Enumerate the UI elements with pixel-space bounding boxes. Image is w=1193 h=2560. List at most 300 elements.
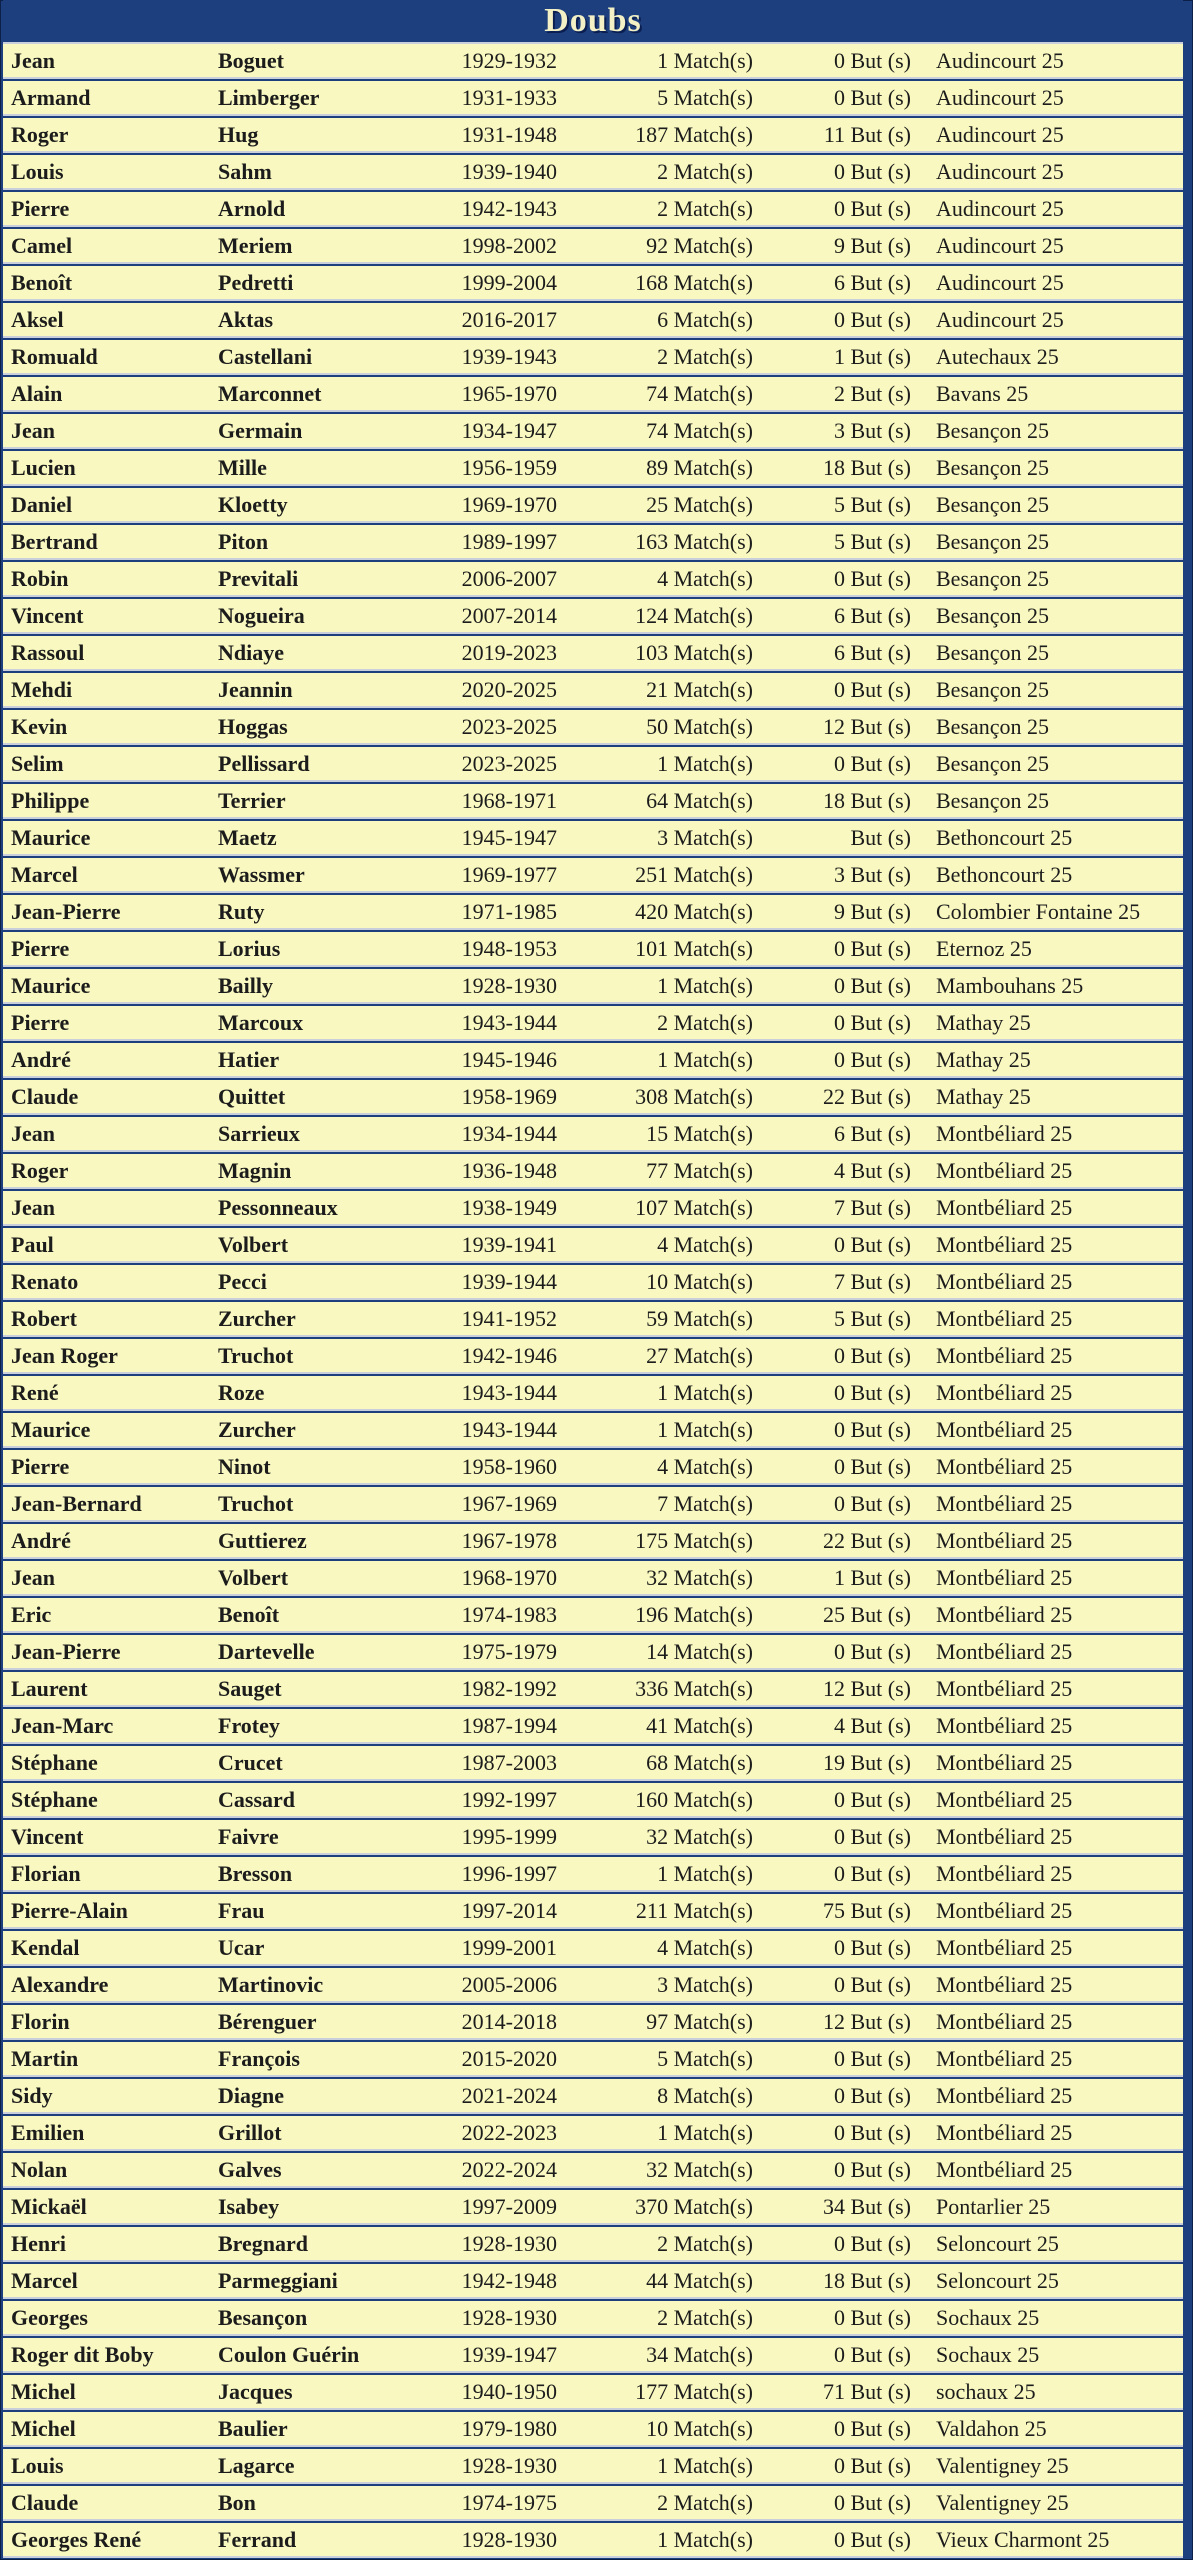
first-name-cell: Martin [11,2046,79,2071]
table-row [3,2338,1183,2373]
first-name-cell: Kendal [11,1935,80,1960]
table-body [3,44,1183,2558]
club-cell: Besançon 25 [936,455,1050,480]
table-row [3,2486,1183,2521]
years-cell: 1998-2002 [461,233,557,258]
table-row [3,1413,1183,1448]
table-row [3,1006,1183,1041]
last-name-cell: Previtali [218,566,299,591]
club-cell: Eternoz 25 [936,936,1032,961]
table-row [3,2079,1183,2114]
first-name-cell: Benoît [11,270,73,295]
goals-cell: 4 But (s) [834,1713,911,1738]
table-header [3,0,1183,44]
last-name-cell: Terrier [218,788,286,813]
last-name-cell: Zurcher [218,1417,296,1442]
last-name-cell: Cassard [218,1787,296,1812]
last-name-cell: Ucar [218,1935,265,1960]
club-cell: Besançon 25 [936,492,1050,517]
matches-cell: 1 Match(s) [657,1861,753,1886]
first-name-cell: Michel [11,2379,76,2404]
club-cell: Besançon 25 [936,603,1050,628]
first-name-cell: Maurice [11,1417,91,1442]
goals-cell: 18 But (s) [823,2268,911,2293]
club-cell: Autechaux 25 [936,344,1059,369]
years-cell: 2020-2025 [461,677,557,702]
table-row [3,2264,1183,2299]
matches-cell: 168 Match(s) [635,270,753,295]
table-row [3,2227,1183,2262]
goals-cell: 0 But (s) [834,2083,911,2108]
years-cell: 1939-1941 [461,1232,557,1257]
last-name-cell: François [218,2046,300,2071]
years-cell: 1940-1950 [461,2379,557,2404]
matches-cell: 420 Match(s) [635,899,753,924]
last-name-cell: Besançon [218,2305,308,2330]
table-row [3,1820,1183,1855]
club-cell: Montbéliard 25 [936,1232,1073,1257]
club-cell: Montbéliard 25 [936,1195,1073,1220]
club-cell: Montbéliard 25 [936,1454,1073,1479]
table-row [3,2190,1183,2225]
last-name-cell: Crucet [218,1750,283,1775]
matches-cell: 6 Match(s) [657,307,753,332]
first-name-cell: Jean Roger [11,1343,118,1368]
last-name-cell: Bregnard [218,2231,309,2256]
first-name-cell: Eric [11,1602,52,1627]
first-name-cell: Florian [11,1861,81,1886]
years-cell: 1979-1980 [461,2416,557,2441]
years-cell: 1928-1930 [461,2231,557,2256]
matches-cell: 1 Match(s) [657,1417,753,1442]
table-row [3,414,1183,449]
last-name-cell: Sauget [218,1676,282,1701]
first-name-cell: Vincent [11,603,84,628]
first-name-cell: Armand [11,85,91,110]
matches-cell: 101 Match(s) [635,936,753,961]
first-name-cell: Alain [11,381,63,406]
goals-cell: 0 But (s) [834,159,911,184]
last-name-cell: Germain [218,418,303,443]
club-cell: Montbéliard 25 [936,1269,1073,1294]
club-cell: Vieux Charmont 25 [936,2527,1110,2552]
years-cell: 1928-1930 [461,2527,557,2552]
first-name-cell: Jean-Pierre [11,1639,121,1664]
table-row [3,636,1183,671]
years-cell: 1999-2001 [461,1935,557,1960]
last-name-cell: Diagne [218,2083,284,2108]
table-row [3,2449,1183,2484]
last-name-cell: Marconnet [218,381,322,406]
last-name-cell: Kloetty [218,492,288,517]
club-cell: Besançon 25 [936,751,1050,776]
goals-cell: 22 But (s) [823,1528,911,1553]
years-cell: 1945-1946 [461,1047,557,1072]
club-cell: Montbéliard 25 [936,2157,1073,2182]
goals-cell: 19 But (s) [823,1750,911,1775]
goals-cell: 0 But (s) [834,751,911,776]
goals-cell: 12 But (s) [823,1676,911,1701]
years-cell: 2006-2007 [461,566,557,591]
first-name-cell: Roger dit Boby [11,2342,154,2367]
goals-cell: 5 But (s) [834,492,911,517]
years-cell: 1987-1994 [461,1713,557,1738]
first-name-cell: Florin [11,2009,70,2034]
goals-cell: 0 But (s) [834,1787,911,1812]
last-name-cell: Volbert [218,1565,289,1590]
table-row [3,673,1183,708]
table-row [3,784,1183,819]
first-name-cell: Maurice [11,973,91,998]
last-name-cell: Sarrieux [218,1121,300,1146]
matches-cell: 59 Match(s) [646,1306,753,1331]
years-cell: 2014-2018 [461,2009,557,2034]
club-cell: Mathay 25 [936,1084,1031,1109]
first-name-cell: Roger [11,1158,69,1183]
first-name-cell: Georges René [11,2527,142,2552]
years-cell: 1971-1985 [461,899,557,924]
club-cell: Audincourt 25 [936,159,1064,184]
years-cell: 2015-2020 [461,2046,557,2071]
years-cell: 2007-2014 [461,603,557,628]
goals-cell: 0 But (s) [834,85,911,110]
matches-cell: 251 Match(s) [635,862,753,887]
first-name-cell: Selim [11,751,64,776]
first-name-cell: Renato [11,1269,79,1294]
club-cell: Seloncourt 25 [936,2231,1059,2256]
table-row [3,599,1183,634]
last-name-cell: Pedretti [218,270,294,295]
table-row [3,1746,1183,1781]
years-cell: 1974-1983 [461,1602,557,1627]
table-row [3,710,1183,745]
matches-cell: 160 Match(s) [635,1787,753,1812]
goals-cell: 0 But (s) [834,2416,911,2441]
club-cell: Besançon 25 [936,714,1050,739]
first-name-cell: Mehdi [11,677,73,702]
years-cell: 1942-1946 [461,1343,557,1368]
matches-cell: 41 Match(s) [646,1713,753,1738]
club-cell: Montbéliard 25 [936,1676,1073,1701]
goals-cell: 0 But (s) [834,1380,911,1405]
last-name-cell: Ferrand [218,2527,297,2552]
years-cell: 1969-1977 [461,862,557,887]
years-cell: 1939-1944 [461,1269,557,1294]
years-cell: 1958-1969 [461,1084,557,1109]
table-row [3,1931,1183,1966]
table-row [3,2042,1183,2077]
matches-cell: 336 Match(s) [635,1676,753,1701]
matches-cell: 68 Match(s) [646,1750,753,1775]
goals-cell: 0 But (s) [834,936,911,961]
matches-cell: 124 Match(s) [635,603,753,628]
goals-cell: 0 But (s) [834,2046,911,2071]
club-cell: Audincourt 25 [936,48,1064,73]
first-name-cell: Emilien [11,2120,85,2145]
club-cell: Audincourt 25 [936,270,1064,295]
last-name-cell: Bon [218,2490,256,2515]
table-row [3,1524,1183,1559]
last-name-cell: Lagarce [218,2453,295,2478]
goals-cell: 12 But (s) [823,2009,911,2034]
goals-cell: 7 But (s) [834,1195,911,1220]
matches-cell: 44 Match(s) [646,2268,753,2293]
table-row [3,1598,1183,1633]
goals-cell: 0 But (s) [834,973,911,998]
first-name-cell: Vincent [11,1824,84,1849]
years-cell: 1968-1970 [461,1565,557,1590]
goals-cell: 0 But (s) [834,1639,911,1664]
table-row [3,969,1183,1004]
table-row [3,1709,1183,1744]
first-name-cell: Claude [11,1084,79,1109]
goals-cell: 22 But (s) [823,1084,911,1109]
matches-cell: 64 Match(s) [646,788,753,813]
matches-cell: 10 Match(s) [646,1269,753,1294]
table-row [3,488,1183,523]
goals-cell: 0 But (s) [834,1935,911,1960]
club-cell: Seloncourt 25 [936,2268,1059,2293]
goals-cell: 0 But (s) [834,2453,911,2478]
goals-cell: 18 But (s) [823,788,911,813]
goals-cell: 6 But (s) [834,640,911,665]
last-name-cell: Limberger [218,85,320,110]
years-cell: 1943-1944 [461,1417,557,1442]
last-name-cell: Baulier [218,2416,288,2441]
matches-cell: 1 Match(s) [657,2527,753,2552]
first-name-cell: Marcel [11,2268,78,2293]
years-cell: 2023-2025 [461,751,557,776]
club-cell: Sochaux 25 [936,2342,1040,2367]
table-row [3,2523,1183,2558]
first-name-cell: Henri [11,2231,66,2256]
years-cell: 2021-2024 [461,2083,557,2108]
goals-cell: 12 But (s) [823,714,911,739]
last-name-cell: Galves [218,2157,282,2182]
club-cell: Montbéliard 25 [936,1750,1073,1775]
table-row [3,1302,1183,1337]
first-name-cell: Paul [11,1232,54,1257]
matches-cell: 107 Match(s) [635,1195,753,1220]
matches-cell: 77 Match(s) [646,1158,753,1183]
goals-cell: 5 But (s) [834,1306,911,1331]
last-name-cell: Parmeggiani [218,2268,338,2293]
goals-cell: 0 But (s) [834,2120,911,2145]
first-name-cell: Camel [11,233,73,258]
first-name-cell: Pierre-Alain [11,1898,128,1923]
last-name-cell: Pessonneaux [218,1195,338,1220]
matches-cell: 5 Match(s) [657,2046,753,2071]
matches-cell: 187 Match(s) [635,122,753,147]
first-name-cell: Robin [11,566,69,591]
years-cell: 2023-2025 [461,714,557,739]
matches-cell: 2 Match(s) [657,196,753,221]
goals-cell: 18 But (s) [823,455,911,480]
goals-cell: 3 But (s) [834,418,911,443]
goals-cell: But (s) [850,825,911,850]
matches-cell: 1 Match(s) [657,2453,753,2478]
goals-cell: 71 But (s) [823,2379,911,2404]
years-cell: 1958-1960 [461,1454,557,1479]
club-cell: Besançon 25 [936,788,1050,813]
last-name-cell: Jeannin [218,677,293,702]
last-name-cell: Marcoux [218,1010,304,1035]
club-cell: Audincourt 25 [936,307,1064,332]
matches-cell: 4 Match(s) [657,566,753,591]
club-cell: Montbéliard 25 [936,1491,1073,1516]
first-name-cell: Daniel [11,492,73,517]
matches-cell: 27 Match(s) [646,1343,753,1368]
first-name-cell: Philippe [11,788,90,813]
years-cell: 1997-2009 [461,2194,557,2219]
goals-cell: 2 But (s) [834,381,911,406]
club-cell: Montbéliard 25 [936,1380,1073,1405]
goals-cell: 0 But (s) [834,677,911,702]
last-name-cell: Castellani [218,344,313,369]
club-cell: Mambouhans 25 [936,973,1084,998]
club-cell: Audincourt 25 [936,233,1064,258]
matches-cell: 1 Match(s) [657,751,753,776]
matches-cell: 7 Match(s) [657,1491,753,1516]
matches-cell: 196 Match(s) [635,1602,753,1627]
club-cell: Besançon 25 [936,677,1050,702]
last-name-cell: Lorius [218,936,281,961]
first-name-cell: Mickaël [11,2194,87,2219]
last-name-cell: Roze [218,1380,265,1405]
years-cell: 1942-1948 [461,2268,557,2293]
matches-cell: 21 Match(s) [646,677,753,702]
club-cell: Bavans 25 [936,381,1029,406]
table-row [3,1339,1183,1374]
first-name-cell: Nolan [11,2157,68,2182]
goals-cell: 0 But (s) [834,2231,911,2256]
goals-cell: 25 But (s) [823,1602,911,1627]
years-cell: 1929-1932 [461,48,557,73]
table-row [3,1487,1183,1522]
goals-cell: 0 But (s) [834,566,911,591]
table-row [3,1783,1183,1818]
matches-cell: 1 Match(s) [657,1380,753,1405]
last-name-cell: Jacques [218,2379,293,2404]
goals-cell: 0 But (s) [834,2490,911,2515]
last-name-cell: Ninot [218,1454,271,1479]
last-name-cell: Boguet [218,48,284,73]
matches-cell: 50 Match(s) [646,714,753,739]
first-name-cell: Bertrand [11,529,98,554]
years-cell: 1967-1969 [461,1491,557,1516]
table-row [3,2005,1183,2040]
club-cell: Pontarlier 25 [936,2194,1051,2219]
goals-cell: 5 But (s) [834,529,911,554]
years-cell: 1941-1952 [461,1306,557,1331]
club-cell: Montbéliard 25 [936,2083,1073,2108]
club-cell: Montbéliard 25 [936,1565,1073,1590]
first-name-cell: Rassoul [11,640,85,665]
first-name-cell: Jean [11,1195,55,1220]
first-name-cell: Louis [11,159,64,184]
first-name-cell: Sidy [11,2083,53,2108]
club-cell: Audincourt 25 [936,122,1064,147]
table-row [3,192,1183,227]
years-cell: 1931-1948 [461,122,557,147]
first-name-cell: Jean [11,48,55,73]
last-name-cell: Coulon Guérin [218,2342,360,2367]
table-row [3,525,1183,560]
club-cell: Valdahon 25 [936,2416,1047,2441]
last-name-cell: Martinovic [218,1972,324,1997]
first-name-cell: Jean-Bernard [11,1491,142,1516]
years-cell: 1934-1944 [461,1121,557,1146]
first-name-cell: Pierre [11,196,70,221]
years-cell: 2022-2024 [461,2157,557,2182]
goals-cell: 0 But (s) [834,1047,911,1072]
first-name-cell: Romuald [11,344,98,369]
years-cell: 1931-1933 [461,85,557,110]
years-cell: 2019-2023 [461,640,557,665]
goals-cell: 1 But (s) [834,344,911,369]
first-name-cell: Jean-Marc [11,1713,114,1738]
table-row [3,2301,1183,2336]
goals-cell: 11 But (s) [823,122,911,147]
table-row [3,1672,1183,1707]
last-name-cell: Frotey [218,1713,280,1738]
club-cell: Besançon 25 [936,566,1050,591]
club-cell: Colombier Fontaine 25 [936,899,1141,924]
first-name-cell: Pierre [11,1010,70,1035]
goals-cell: 0 But (s) [834,48,911,73]
goals-cell: 0 But (s) [834,1010,911,1035]
matches-cell: 5 Match(s) [657,85,753,110]
club-cell: Valentigney 25 [936,2453,1069,2478]
years-cell: 1974-1975 [461,2490,557,2515]
goals-cell: 0 But (s) [834,2527,911,2552]
first-name-cell: André [11,1528,71,1553]
last-name-cell: Mille [218,455,267,480]
matches-cell: 34 Match(s) [646,2342,753,2367]
first-name-cell: Maurice [11,825,91,850]
last-name-cell: Faivre [218,1824,279,1849]
years-cell: 2005-2006 [461,1972,557,1997]
matches-cell: 2 Match(s) [657,2490,753,2515]
matches-cell: 14 Match(s) [646,1639,753,1664]
matches-cell: 308 Match(s) [635,1084,753,1109]
matches-cell: 103 Match(s) [635,640,753,665]
table-row [3,1154,1183,1189]
club-cell: Montbéliard 25 [936,1528,1073,1553]
first-name-cell: André [11,1047,71,1072]
table-row [3,1117,1183,1152]
years-cell: 1934-1947 [461,418,557,443]
matches-cell: 92 Match(s) [646,233,753,258]
last-name-cell: Bresson [218,1861,293,1886]
last-name-cell: Hug [218,122,259,147]
club-cell: Montbéliard 25 [936,1935,1073,1960]
table-row [3,377,1183,412]
matches-cell: 1 Match(s) [657,1047,753,1072]
club-cell: Montbéliard 25 [936,1343,1073,1368]
first-name-cell: Stéphane [11,1750,98,1775]
table-row [3,1635,1183,1670]
last-name-cell: Isabey [218,2194,280,2219]
first-name-cell: Louis [11,2453,64,2478]
goals-cell: 0 But (s) [834,1454,911,1479]
matches-cell: 370 Match(s) [635,2194,753,2219]
matches-cell: 163 Match(s) [635,529,753,554]
page-title: Doubs [544,2,642,39]
years-cell: 1939-1940 [461,159,557,184]
last-name-cell: Grillot [218,2120,282,2145]
matches-cell: 4 Match(s) [657,1454,753,1479]
